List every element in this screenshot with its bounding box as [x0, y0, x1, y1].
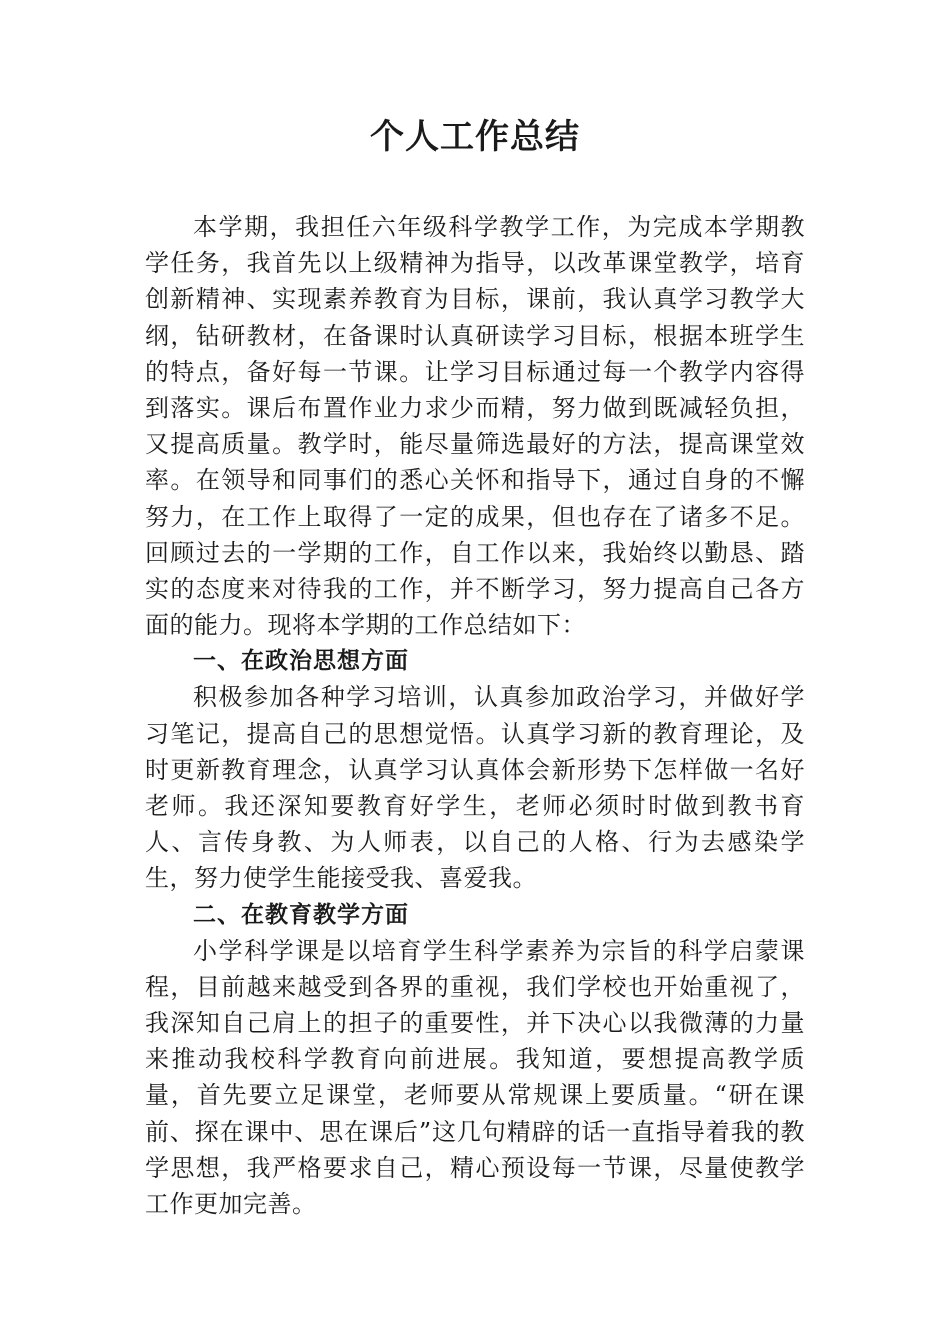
section-heading: 二、在教育教学方面: [193, 901, 409, 928]
section-politics: [145, 643, 805, 896]
section-paragraph: 小学科学课是以培育学生科学素养为宗旨的科学启蒙课程，目前越来越受到各界的重视，我们学校也开始重视了，我深知自己肩上的担子的重要性，并下决心以我微薄的力量来推动我校科学教育向前进展。我知道，要想提高教学质量，首先要立足课堂，老师要从常规课上要质量。“研在课前、探在课中、思在课后”这几句精辟的话一直指导着我的教学思想，我严格要求自己，精心预设每一节课，尽量使教学工作更加完善。: [145, 936, 805, 1219]
page-title: 个人工作总结: [370, 117, 580, 157]
section-teaching: [145, 897, 805, 1223]
section-heading: 一、在政治思想方面: [193, 648, 409, 675]
intro-paragraph: 本学期，我担任六年级科学教学工作，为完成本学期教学任务，我首先以上级精神为指导，以改革课堂教学，培育创新精神、实现素养教育为目标，课前，我认真学习教学大纲，钻研教材，在备课时认真研读学习目标，根据本班学生的特点，备好每一节课。让学习目标通过每一个教学内容得到落实。课后布置作业力求少而精，努力做到既减轻负担，又提高质量。教学时，能尽量筛选最好的方法，提高课堂效率。在领导和同事们的悉心关怀和指导下，通过自身的不懈努力，在工作上取得了一定的成果，但也存在了诸多不足。回顾过去的一学期的工作，自工作以来，我始终以勤恳、踏实的态度来对待我的工作，并不断学习，努力提高自己各方面的能力。现将本学期的工作总结如下：: [145, 213, 805, 640]
section-paragraph: 积极参加各种学习培训，认真参加政治学习，并做好学习笔记，提高自己的思想觉悟。认真学习新的教育理论，及时更新教育理念，认真学习认真体会新形势下怎样做一名好老师。我还深知要教育好学生，老师必须时时做到教书育人、言传身教、为人师表，以自己的人格、行为去感染学生，努力使学生能接受我、喜爱我。: [145, 683, 805, 893]
document-body: [145, 209, 805, 1222]
